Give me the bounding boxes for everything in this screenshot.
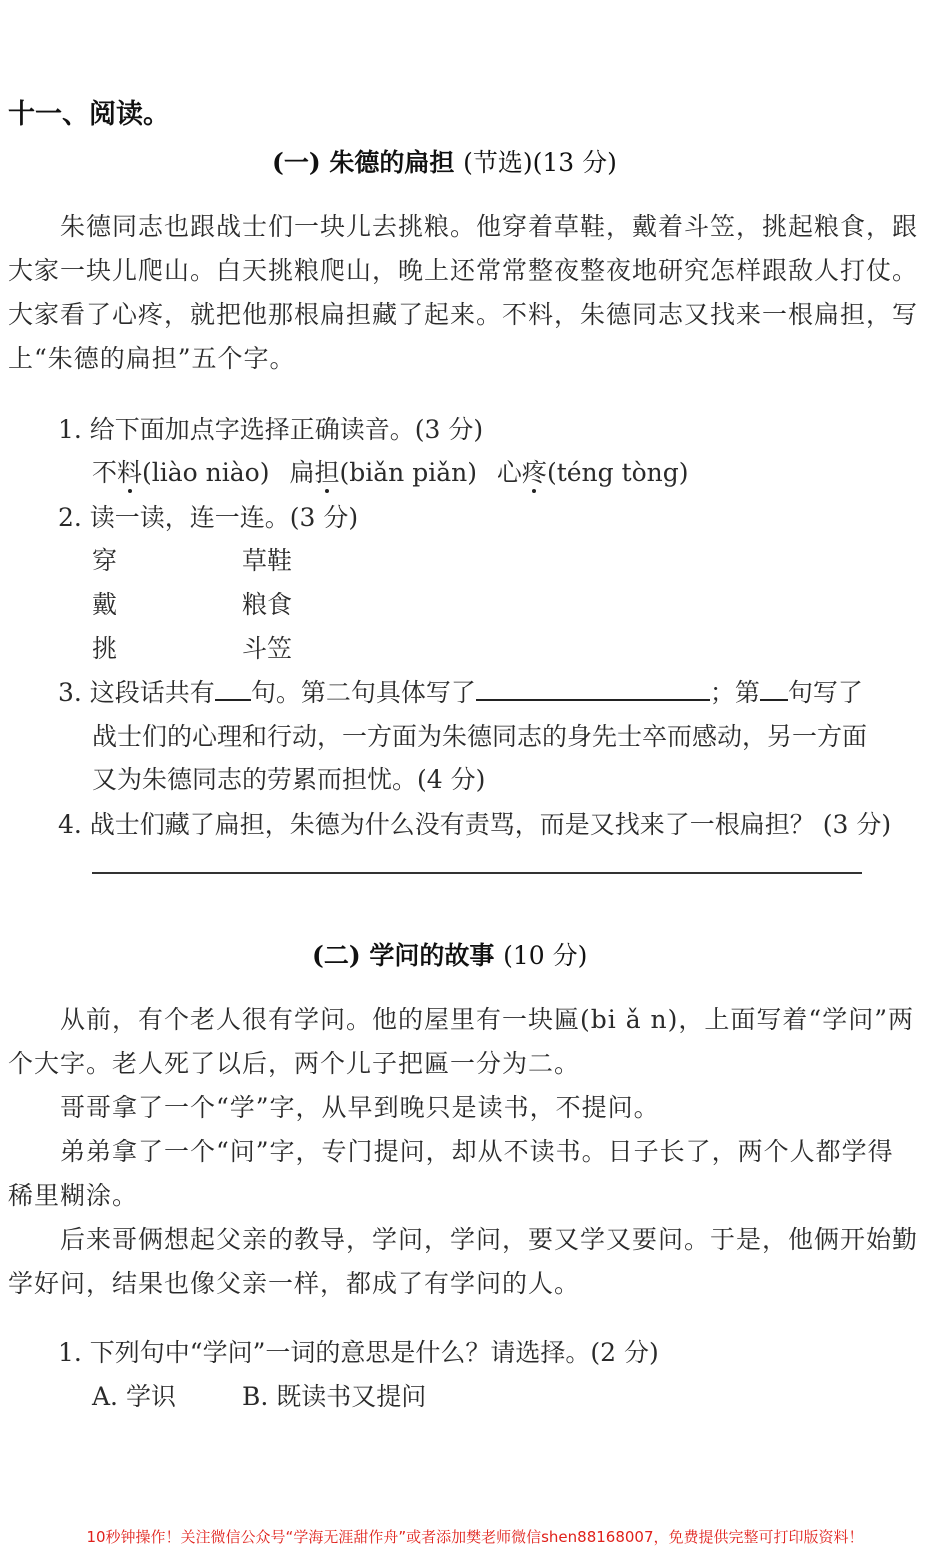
answer-line[interactable] xyxy=(92,872,862,874)
passage-2-line: 弟弟拿了一个“问”字，专门提问，却从不读书。日子长了，两个人都学得 xyxy=(60,1137,894,1166)
section-heading: 十一、阅读。 xyxy=(8,99,170,130)
passage-1-line: 朱德同志也跟战士们一块儿去挑粮。他穿着草鞋，戴着斗笠，挑起粮食，跟 xyxy=(60,212,919,241)
question-2-1: 1. 下列句中“学问”一词的意思是什么？请选择。(2 分) xyxy=(58,1338,659,1367)
passage-title-1 xyxy=(272,143,617,179)
match-right-3: 斗笠 xyxy=(242,634,293,663)
pinyin-item-2: 扁担(biǎn piǎn) xyxy=(289,458,477,487)
question-1-3: 3. 这段话共有 句。第二句具体写了 ；第 句写了 xyxy=(58,678,863,707)
option-b[interactable]: B. 既读书又提问 xyxy=(242,1382,427,1411)
passage-2-line: 从前，有个老人很有学问。他的屋里有一块匾(bi ǎ n)，上面写着“学问”两 xyxy=(60,1005,914,1034)
match-left-1: 穿 xyxy=(92,546,118,575)
question-1-3-line2: 战士们的心理和行动，一方面为朱德同志的身先士卒而感动，另一方面 xyxy=(92,722,868,751)
passage-1-line: 大家一块儿爬山。白天挑粮爬山，晚上还常常整夜整夜地研究怎样跟敌人打仗。 xyxy=(8,256,919,285)
question-1-2: 2. 读一读，连一连。(3 分) xyxy=(58,503,359,532)
answer-blank[interactable] xyxy=(760,677,788,701)
match-left-3: 挑 xyxy=(92,634,118,663)
question-1-4: 4. 战士们藏了扁担，朱德为什么没有责骂，而是又找来了一根扁担？ (3 分) xyxy=(58,810,892,839)
question-1-3-line3: 又为朱德同志的劳累而担忧。(4 分) xyxy=(92,765,486,794)
passage-2-line: 后来哥俩想起父亲的教导，学问，学问，要又学又要问。于是，他俩开始勤 xyxy=(60,1225,919,1254)
question-1-1: 1. 给下面加点字选择正确读音。(3 分) xyxy=(58,415,484,444)
passage-title-2 xyxy=(312,936,587,972)
dotted-char: 料 xyxy=(117,458,143,487)
passage-2-line: 哥哥拿了一个“学”字，从早到晚只是读书，不提问。 xyxy=(60,1093,660,1122)
passage-1-line: 上“朱德的扁担”五个字。 xyxy=(8,344,296,373)
option-a[interactable]: A. 学识 xyxy=(92,1382,176,1411)
pinyin-item-1: 不料(liào niào) xyxy=(92,458,270,487)
answer-blank[interactable] xyxy=(215,677,251,701)
passage-title-2-score: (10 分) xyxy=(503,941,588,970)
answer-blank[interactable] xyxy=(476,677,710,701)
passage-2-line: 稀里糊涂。 xyxy=(8,1181,139,1210)
passage-title-1-text: (一) 朱德的扁担 xyxy=(272,148,455,177)
passage-title-1-score: (节选)(13 分) xyxy=(463,148,617,177)
dotted-char: 担 xyxy=(314,458,340,487)
passage-title-2-text: (二) 学问的故事 xyxy=(312,941,495,970)
dotted-char: 疼 xyxy=(521,458,547,487)
passage-2-line: 学好问，结果也像父亲一样，都成了有学问的人。 xyxy=(8,1269,581,1298)
match-right-1: 草鞋 xyxy=(242,546,293,575)
promo-footer: 10秒钟操作！关注微信公众号“学海无涯甜作舟”或者添加樊老师微信shen88168007，免费提供完整可打印版资料！ xyxy=(86,1528,864,1546)
match-right-2: 粮食 xyxy=(242,590,293,619)
pinyin-choices xyxy=(92,453,689,489)
passage-1-line: 大家看了心疼，就把他那根扁担藏了起来。不料，朱德同志又找来一根扁担，写 xyxy=(8,300,919,329)
passage-2 xyxy=(8,998,919,1306)
passage-2-line: 个大字。老人死了以后，两个儿子把匾一分为二。 xyxy=(8,1049,581,1078)
match-left-2: 戴 xyxy=(92,590,118,619)
passage-1 xyxy=(8,205,919,381)
pinyin-item-3: 心疼(téng tòng) xyxy=(496,458,689,487)
